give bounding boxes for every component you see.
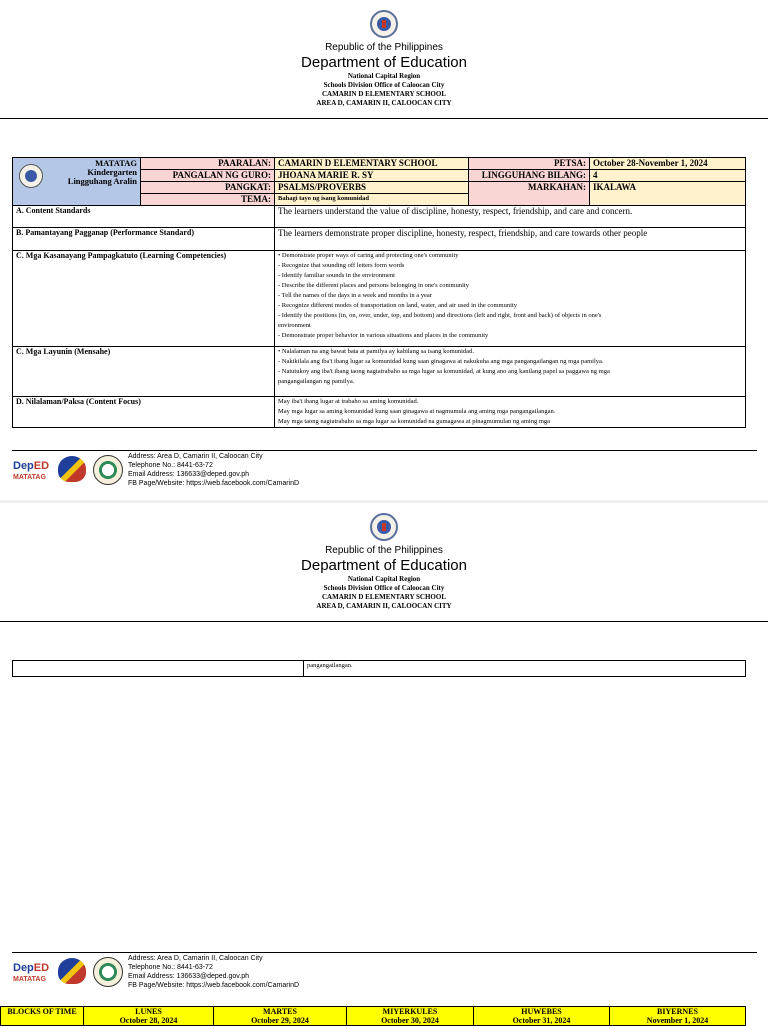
school-seal-icon [93, 957, 123, 987]
lingguhan-value: 4 [590, 170, 746, 182]
lunes-header: LUNES October 28, 2024 [84, 1007, 214, 1026]
list-item: - Tell the names of the days in a week and months in a year [278, 292, 432, 299]
deped-seal-icon [370, 10, 398, 38]
content-standards-text: The learners understand the value of discipline, honesty, respect, friendship, and care and concern. [275, 206, 746, 228]
footer-address: Address: Area D, Camarin II, Caloocan City [128, 453, 263, 460]
footer-email: Email Address: 136633@deped.gov.ph [128, 973, 250, 980]
list-item: - Demonstrate proper behavior in various situations and places in the community [278, 332, 489, 339]
deped-logo: DepED [13, 460, 50, 472]
division-text: Schools Division Office of Caloocan City [323, 584, 445, 592]
department-title: Department of Education [301, 557, 467, 574]
learning-competencies-title: C. Mga Kasanayang Pampagkatuto (Learning Competencies) [13, 251, 275, 347]
division-text: Schools Division Office of Caloocan City [323, 81, 445, 89]
list-item: - Describe the different places and persons belonging in one's community [278, 282, 469, 289]
nilalaman-title: D. Nilalaman/Paksa (Content Focus) [13, 397, 275, 428]
layunin-title: C. Mga Layunin (Mensahe) [13, 347, 275, 397]
performance-standard-text: The learners demonstrate proper discipline, honesty, respect, friendship, and care towards other people [275, 228, 746, 251]
list-item: May mga lugar sa aming komunidad kung saan ginagawa at nagmumula ang aming mga pangangailangan. [278, 408, 556, 415]
deped-logo: DepED [13, 962, 50, 974]
guro-value: JHOANA MARIE R. SY [275, 170, 469, 182]
performance-standard-title: B. Pamantayang Pagganap (Performance Standard) [13, 228, 275, 251]
matatag-logo: MATATAG [13, 474, 46, 481]
markahan-label: MARKAHAN: [469, 182, 590, 206]
school-text: CAMARIN D ELEMENTARY SCHOOL [321, 593, 446, 601]
header-divider [0, 118, 768, 119]
logo-line-1: MATATAG [95, 158, 137, 168]
guro-label: PANGALAN NG GURO: [141, 170, 275, 182]
markahan-value: IKALAWA [590, 182, 746, 206]
list-item: - Natutukoy ang iba't ibang taong nagtatrabaho sa mga lugar sa komunidad, at kung ano ang kanilang papel sa paggawa ng mga pangangailangan ng pamilya. [278, 368, 610, 385]
paaralan-label: PAARALAN: [141, 158, 275, 170]
page-2 [0, 503, 768, 1024]
footer-page-2 [0, 952, 768, 992]
header-divider [0, 621, 768, 622]
lesson-plan-continued-table [12, 660, 746, 677]
region-text: National Capital Region [347, 575, 421, 583]
footer-divider [12, 450, 757, 451]
footer-contact [128, 452, 299, 488]
footer-telephone: Telephone No.: 8441-63-72 [128, 964, 213, 971]
paaralan-value: CAMARIN D ELEMENTARY SCHOOL [275, 158, 469, 170]
address-text: AREA D, CAMARIN II, CALOOCAN CITY [316, 99, 452, 107]
school-text: CAMARIN D ELEMENTARY SCHOOL [321, 90, 446, 98]
letterhead [0, 513, 768, 611]
list-item: - Identify the positions (in, on, over, under, top, and bottom) and directions (left and right, front and back) of objects in one's environment [278, 312, 602, 329]
footer-fb: FB Page/Website: https://web.facebook.com/CamarinD [128, 480, 300, 487]
lesson-plan-table [12, 157, 746, 428]
footer-email: Email Address: 136633@deped.gov.ph [128, 471, 250, 478]
department-title: Department of Education [301, 54, 467, 71]
republic-text: Republic of the Philippines [325, 42, 443, 53]
miyerkules-header: MIYERKULES October 30, 2024 [347, 1007, 474, 1026]
petsa-label: PETSA: [469, 158, 590, 170]
learning-competencies-list [275, 251, 746, 347]
tema-value: Bahagi tayo ng isang komunidad [275, 194, 469, 206]
biyernes-header: BIYERNES November 1, 2024 [610, 1007, 746, 1026]
list-item: May mga taong nagtatrabaho sa mga lugar sa komunidad na gumagawa at pinagmumulan ng aming mga [278, 418, 551, 425]
pangkat-label: PANGKAT: [141, 182, 275, 194]
deped-seal-icon [370, 513, 398, 541]
kindergarten-seal-icon [19, 164, 43, 188]
list-item: - Recognize different modes of transportation on land, water, and air used in the community [278, 302, 517, 309]
address-text: AREA D, CAMARIN II, CALOOCAN CITY [316, 602, 452, 610]
pangkat-value: PSALMS/PROVERBS [275, 182, 469, 194]
footer-address: Address: Area D, Camarin II, Caloocan City [128, 955, 263, 962]
logo-line-3: Lingguhang Aralin [67, 176, 137, 186]
list-item: - Identify familiar sounds in the environment [278, 272, 395, 279]
republic-text: Republic of the Philippines [325, 545, 443, 556]
nilalaman-continued: pangangailangan. [304, 661, 746, 677]
blocks-of-time-table [0, 1006, 746, 1026]
matatag-logo: MATATAG [13, 976, 46, 983]
bagong-pilipinas-logo-icon [58, 456, 86, 482]
lingguhan-label: LINGGUHANG BILANG: [469, 170, 590, 182]
list-item: - Nakikilala ang iba't ibang lugar sa komunidad kung saan ginagawa at nakukuha ang mga pangangailangan ng mga pamilya. [278, 358, 604, 365]
nilalaman-list [275, 397, 746, 428]
bagong-pilipinas-logo-icon [58, 958, 86, 984]
logo-line-2: Kindergarten [87, 167, 137, 177]
list-item: - Recognize that sounding off letters form words [278, 262, 405, 269]
continued-empty-cell [13, 661, 304, 677]
footer-telephone: Telephone No.: 8441-63-72 [128, 462, 213, 469]
region-text: National Capital Region [347, 72, 421, 80]
layunin-list [275, 347, 746, 397]
blocks-of-time-header: BLOCKS OF TIME [1, 1007, 84, 1026]
footer-contact [128, 954, 299, 990]
letterhead [0, 10, 768, 108]
page-1 [0, 0, 768, 500]
tema-label: TEMA: [141, 194, 275, 206]
footer-page-1 [0, 450, 768, 490]
martes-header: MARTES October 29, 2024 [214, 1007, 347, 1026]
list-item: • Demonstrate proper ways of caring and protecting one's community [278, 252, 459, 259]
huwebes-header: HUWEBES October 31, 2024 [474, 1007, 610, 1026]
school-seal-icon [93, 455, 123, 485]
list-item: • Nalalaman na ang bawat bata at pamilya ay kabilang sa isang komunidad. [278, 348, 474, 355]
footer-fb: FB Page/Website: https://web.facebook.com/CamarinD [128, 982, 300, 989]
list-item: May iba't ibang lugar at trabaho sa aming komunidad. [278, 398, 419, 405]
footer-divider [12, 952, 757, 953]
content-standards-title: A. Content Standards [13, 206, 275, 228]
matatag-logo-cell [13, 158, 141, 206]
petsa-value: October 28-November 1, 2024 [590, 158, 746, 170]
